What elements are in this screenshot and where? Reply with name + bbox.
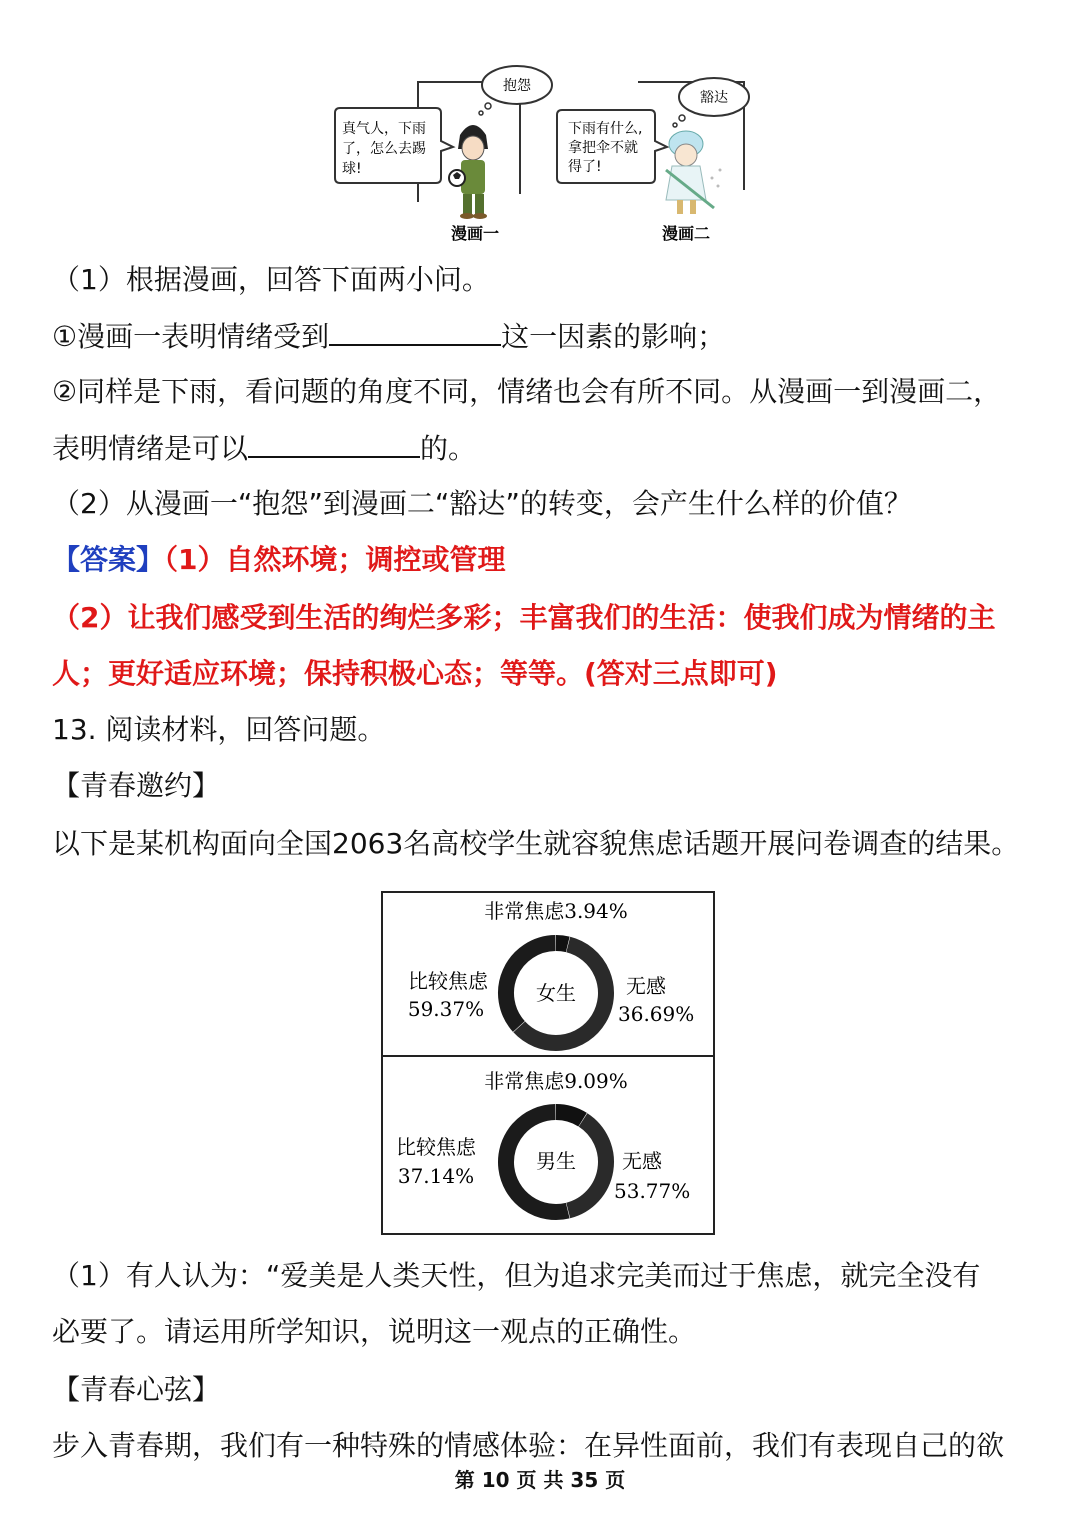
speech-line: 球!	[342, 161, 362, 177]
comic-caption: 漫画二	[661, 224, 711, 243]
q12-subquestion-1: （1）根据漫画，回答下面两小问。	[52, 263, 490, 296]
answer-part-2-line-1: （2）让我们感受到生活的绚烂多彩；丰富我们的生活：使我们成为情绪的主	[52, 601, 996, 634]
fairly-anxious-value: 59.37%	[407, 997, 485, 1021]
no-feeling-label: 无感	[626, 974, 666, 998]
q13-material-2: 步入青春期，我们有一种特殊的情感体验：在异性面前，我们有表现自己的欲	[52, 1429, 1005, 1462]
very-anxious-label: 非常焦虑3.94%	[484, 899, 628, 923]
no-feeling-label: 无感	[622, 1149, 662, 1173]
donut-center-label: 女生	[536, 981, 576, 1005]
q13-material: 以下是某机构面向全国2063名高校学生就容貌焦虑话题开展问卷调查的结果。	[52, 827, 1020, 860]
answer-line-1	[52, 540, 1040, 580]
q13-stem: 13. 阅读材料，回答问题。	[52, 713, 386, 746]
fairly-anxious-label: 比较焦虑	[408, 969, 488, 993]
fairly-anxious-label: 比较焦虑	[396, 1135, 476, 1159]
comic-caption: 漫画一	[450, 224, 500, 243]
very-anxious-segment	[556, 943, 568, 944]
no-feeling-value: 53.77%	[614, 1179, 691, 1203]
q12-item-2-line-2	[52, 428, 1040, 469]
q12-item-1-after: 这一因素的影响；	[501, 320, 726, 353]
fairly-anxious-value: 37.14%	[397, 1164, 475, 1188]
thought-text: 豁达	[700, 90, 728, 106]
speech-line: 真气人，下雨	[342, 121, 426, 137]
q12-item-1	[52, 316, 1040, 357]
very-anxious-label: 非常焦虑9.09%	[484, 1069, 628, 1093]
answer-tag: 【答案】	[52, 543, 165, 576]
q12-item-2-before: 表明情绪是可以	[52, 432, 249, 465]
q12-item-2-line-1: ②同样是下雨，看问题的角度不同，情绪也会有所不同。从漫画一到漫画二，	[52, 375, 1002, 408]
no-feeling-value: 36.69%	[618, 1002, 695, 1026]
girl-figure	[449, 125, 488, 219]
very-anxious-segment	[556, 1112, 583, 1120]
child-figure	[666, 131, 722, 214]
q13-subquestion-1-line-2: 必要了。请运用所学知识，说明这一观点的正确性。	[52, 1315, 697, 1348]
comic-illustration	[320, 60, 760, 250]
answer-blank[interactable]	[248, 428, 420, 458]
comic-two	[557, 78, 749, 243]
donut-center-label: 男生	[536, 1149, 576, 1173]
answer-part-1: （1）自然环境；调控或管理	[164, 543, 506, 576]
q12-item-2-after: 的。	[420, 432, 477, 465]
speech-line: 下雨有什么,	[568, 121, 643, 137]
q13-subquestion-1-line-1: （1）有人认为：“爱美是人类天性，但为追求完美而过于焦虑，就完全没有	[52, 1259, 981, 1292]
page-footer: 第 10 页 共 35 页	[454, 1468, 626, 1492]
speech-line: 拿把伞不就	[568, 140, 638, 156]
section-title-youth-heartstrings: 【青春心弦】	[52, 1373, 221, 1406]
speech-line: 了，怎么去踢	[342, 141, 426, 157]
speech-line: 得了!	[568, 159, 602, 175]
thought-text: 抱怨	[503, 78, 531, 94]
survey-chart	[380, 890, 716, 1236]
section-title-youth-invitation: 【青春邀约】	[52, 769, 221, 802]
answer-blank[interactable]	[329, 316, 501, 346]
q12-subquestion-2: （2）从漫画一“抱怨”到漫画二“豁达”的转变，会产生什么样的价值？	[52, 487, 912, 520]
q12-item-1-before: ①漫画一表明情绪受到	[52, 320, 330, 353]
comic-one	[335, 66, 552, 243]
answer-part-2-line-2: 人；更好适应环境；保持积极心态；等等。(答对三点即可)	[52, 657, 778, 690]
